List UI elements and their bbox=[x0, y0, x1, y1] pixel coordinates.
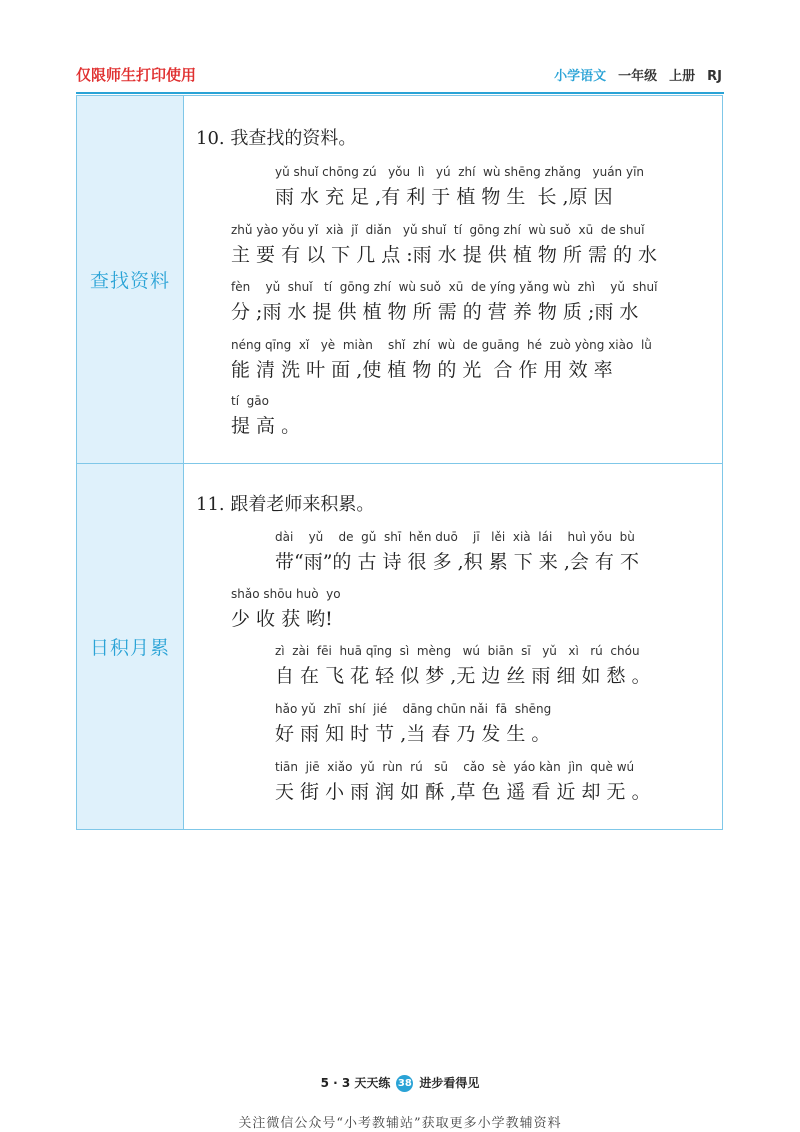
hanzi-line: 少 收 获 哟! bbox=[231, 608, 333, 630]
page-number: 38 bbox=[396, 1075, 413, 1092]
hanzi-line: 分 ;雨 水 提 供 植 物 所 需 的 营 养 物 质 ;雨 水 bbox=[231, 301, 639, 323]
pinyin-line: dài yǔ de gǔ shī hěn duō jī lěi xià lái huì yǒu bù bbox=[275, 530, 635, 544]
edition-label: RJ bbox=[707, 69, 722, 84]
research-content bbox=[183, 96, 722, 463]
hanzi-line: 带“雨”的 古 诗 很 多 ,积 累 下 来 ,会 有 不 bbox=[275, 551, 639, 573]
print-notice: 仅限师生打印使用 bbox=[76, 66, 197, 84]
hanzi-line: 雨 水 充 足 ,有 利 于 植 物 生 长 ,原 因 bbox=[275, 186, 613, 208]
pinyin-line: yǔ shuǐ chōng zú yǒu lì yú zhí wù shēng zhǎng yuán yīn bbox=[275, 165, 645, 179]
header-rule bbox=[76, 92, 724, 94]
watermark-text: 关注微信公众号“小考教辅站”获取更多小学教辅资料 bbox=[238, 1116, 562, 1131]
subject-label: 小学语文 bbox=[554, 69, 607, 84]
brand-label: 5 · 3 天天练 bbox=[320, 1076, 391, 1090]
question-title: 10. 我查找的资料。 bbox=[196, 128, 357, 149]
hanzi-line: 天 街 小 雨 润 如 酥 ,草 色 遥 看 近 却 无 。 bbox=[275, 781, 651, 803]
pinyin-line: shǎo shōu huò yo bbox=[231, 587, 341, 601]
hanzi-line: 提 高 。 bbox=[231, 415, 301, 437]
pinyin-line: tiān jiē xiǎo yǔ rùn rú sū cǎo sè yáo kàn jìn què wú bbox=[275, 760, 635, 774]
hanzi-line: 主 要 有 以 下 几 点 :雨 水 提 供 植 物 所 需 的 水 bbox=[231, 244, 658, 266]
question-title: 11. 跟着老师来积累。 bbox=[196, 494, 375, 515]
side-label-research: 查找资料 bbox=[77, 96, 184, 463]
section-accumulate bbox=[77, 464, 722, 829]
exercise-table bbox=[76, 95, 723, 830]
grade-label: 一年级 bbox=[618, 69, 658, 84]
hanzi-line: 好 雨 知 时 节 ,当 春 乃 发 生 。 bbox=[275, 723, 551, 745]
pinyin-line: tí gāo bbox=[231, 394, 269, 408]
pinyin-line: zhǔ yào yǒu yǐ xià jǐ diǎn yǔ shuǐ tí gōng zhí wù suǒ xū de shuǐ bbox=[231, 223, 645, 237]
pinyin-line: zì zài fēi huā qīng sì mèng wú biān sī yǔ xì rú chóu bbox=[275, 644, 640, 658]
slogan-label: 进步看得见 bbox=[419, 1076, 480, 1090]
volume-label: 上册 bbox=[669, 69, 696, 84]
accumulate-content bbox=[183, 464, 722, 829]
pinyin-line: néng qīng xǐ yè miàn shǐ zhí wù de guāng hé zuò yòng xiào lǜ bbox=[231, 338, 652, 352]
section-research bbox=[77, 96, 722, 464]
side-label-accumulate: 日积月累 bbox=[77, 464, 184, 829]
hanzi-line: 自 在 飞 花 轻 似 梦 ,无 边 丝 雨 细 如 愁 。 bbox=[275, 665, 651, 687]
hanzi-line: 能 清 洗 叶 面 ,使 植 物 的 光 合 作 用 效 率 bbox=[231, 359, 613, 381]
pinyin-line: fèn yǔ shuǐ tí gōng zhí wù suǒ xū de yíng yǎng wù zhì yǔ shuǐ bbox=[231, 280, 658, 294]
pinyin-line: hǎo yǔ zhī shí jié dāng chūn nǎi fā shēng bbox=[275, 702, 552, 716]
book-info bbox=[554, 65, 722, 84]
page-footer bbox=[0, 1074, 800, 1092]
